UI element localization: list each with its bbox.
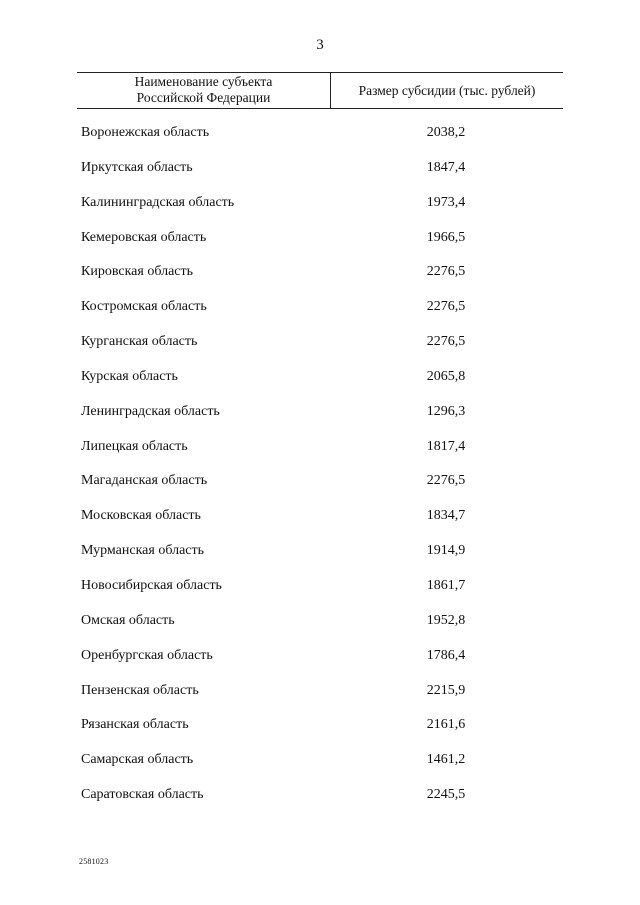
- region-name: Пензенская область: [81, 682, 199, 698]
- document-code: 2581023: [79, 857, 109, 866]
- subsidy-amount: 1966,5: [426, 229, 466, 245]
- table-row: [0, 717, 640, 752]
- table-row: [0, 195, 640, 230]
- region-name: Липецкая область: [81, 438, 188, 454]
- region-name: Мурманская область: [81, 543, 205, 559]
- subsidy-amount: 1914,9: [426, 543, 466, 559]
- table-row: [0, 578, 640, 613]
- table-row: [0, 473, 640, 508]
- subsidy-amount: 2245,5: [426, 787, 466, 803]
- region-name: Московская область: [81, 508, 201, 524]
- region-name: Курская область: [81, 368, 178, 384]
- region-name: Калининградская область: [81, 194, 235, 210]
- region-name: Новосибирская область: [81, 577, 222, 593]
- table-body: [0, 125, 640, 822]
- region-name: Кировская область: [81, 264, 194, 280]
- subsidy-amount: 2276,5: [426, 299, 466, 315]
- region-name: Магаданская область: [81, 473, 208, 489]
- table-row: [0, 613, 640, 648]
- region-name: Курганская область: [81, 334, 198, 350]
- subsidy-amount: 2276,5: [426, 264, 466, 280]
- page-number: 3: [316, 37, 324, 53]
- table-header-region-name-line2: Российской Федерации: [136, 90, 271, 105]
- table-row: [0, 683, 640, 718]
- table-header-subsidy-amount: Размер субсидии (тыс. рублей): [358, 83, 536, 98]
- table-row: [0, 648, 640, 683]
- table-row: [0, 160, 640, 195]
- region-name: Рязанская область: [81, 717, 189, 733]
- region-name: Оренбургская область: [81, 647, 213, 663]
- region-name: Ленинградская область: [81, 403, 220, 419]
- region-name: Иркутская область: [81, 159, 193, 175]
- table-row: [0, 264, 640, 299]
- table-header-region-name: [77, 74, 330, 106]
- table-row: [0, 334, 640, 369]
- table-row: [0, 752, 640, 787]
- table-row: [0, 125, 640, 160]
- subsidy-amount: 1296,3: [426, 403, 466, 419]
- subsidy-amount: 2276,5: [426, 473, 466, 489]
- table-row: [0, 439, 640, 474]
- subsidy-amount: 1461,2: [426, 752, 466, 768]
- table-row: [0, 543, 640, 578]
- subsidy-amount: 2038,2: [426, 125, 466, 140]
- subsidy-amount: 1817,4: [426, 438, 466, 454]
- region-name: Воронежская область: [81, 125, 210, 140]
- table-row: [0, 787, 640, 822]
- region-name: Омская область: [81, 612, 175, 628]
- region-name: Костромская область: [81, 299, 207, 315]
- region-name: Кемеровская область: [81, 229, 207, 245]
- subsidy-amount: 1847,4: [426, 159, 466, 175]
- subsidy-amount: 1786,4: [426, 647, 466, 663]
- subsidy-amount: 2065,8: [426, 368, 466, 384]
- subsidy-amount: 2215,9: [426, 682, 466, 698]
- table-header-bottom-rule: [77, 108, 563, 109]
- table-header-region-name-line1: Наименование субъекта: [134, 74, 273, 89]
- subsidy-amount: 1834,7: [426, 508, 466, 524]
- table-row: [0, 230, 640, 265]
- region-name: Саратовская область: [81, 787, 204, 803]
- region-name: Самарская область: [81, 752, 194, 768]
- subsidy-amount: 2161,6: [426, 717, 466, 733]
- subsidy-amount: 1973,4: [426, 194, 466, 210]
- subsidy-amount: 1861,7: [426, 577, 466, 593]
- subsidy-amount: 2276,5: [426, 334, 466, 350]
- table-row: [0, 369, 640, 404]
- subsidy-amount: 1952,8: [426, 612, 466, 628]
- table-row: [0, 299, 640, 334]
- table-header-top-rule: [77, 72, 563, 73]
- table-row: [0, 508, 640, 543]
- table-row: [0, 404, 640, 439]
